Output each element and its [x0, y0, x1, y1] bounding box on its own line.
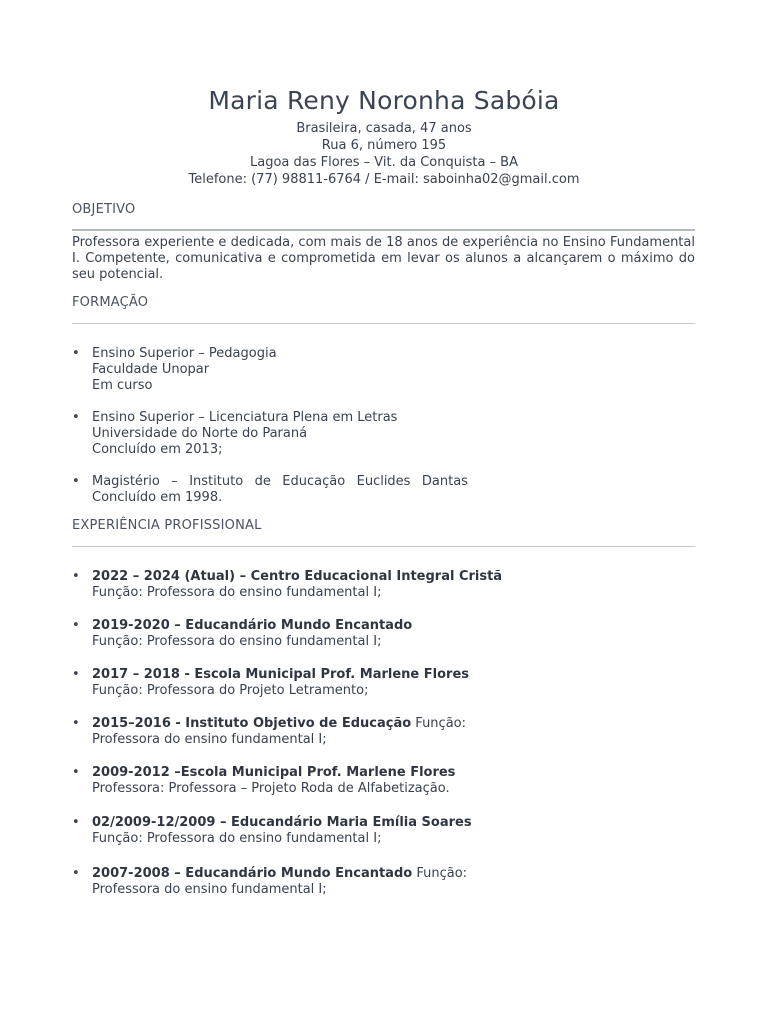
- section-divider: [72, 229, 695, 231]
- job-role-label: Função:: [412, 866, 468, 881]
- list-item: [72, 866, 632, 898]
- job-title: 2009-2012 –Escola Municipal Prof. Marlene Flores: [92, 765, 456, 780]
- job-role: Função: Professora do ensino fundamental I;: [92, 831, 382, 846]
- education-degree: Ensino Superior – Licenciatura Plena em Letras: [92, 410, 398, 425]
- bullet-icon: •: [72, 716, 80, 731]
- list-item: [72, 815, 632, 847]
- experience-heading: EXPERIÊNCIA PROFISSIONAL: [72, 518, 262, 533]
- city-address: Lagoa das Flores – Vit. da Conquista – BA: [250, 155, 518, 170]
- bullet-icon: •: [72, 410, 80, 425]
- section-divider: [72, 323, 695, 324]
- word: Magistério: [92, 474, 160, 489]
- bullet-icon: •: [72, 474, 80, 489]
- education-status: Concluído em 1998.: [92, 490, 223, 505]
- list-item: [72, 474, 632, 506]
- bullet-icon: •: [72, 765, 80, 780]
- word: Instituto: [189, 474, 244, 489]
- personal-info: Brasileira, casada, 47 anos: [296, 121, 472, 136]
- section-divider: [72, 546, 695, 547]
- job-role: Função: Professora do Projeto Letramento;: [92, 683, 369, 698]
- objective-text: Professora experiente e dedicada, com mais de 18 anos de experiência no Ensino Fundamental I. Competente, comunicativa e comprometida em levar os alunos a alcançarem o máximo do seu potencial.: [72, 235, 695, 282]
- education-degree: Ensino Superior – Pedagogia: [92, 346, 277, 361]
- bullet-icon: •: [72, 815, 80, 830]
- word: Euclides: [356, 474, 411, 489]
- education-institution: Faculdade Unopar: [92, 362, 210, 377]
- contact-phone-email: Telefone: (77) 98811-6764 / E-mail: saboinha02@gmail.com: [188, 172, 580, 187]
- list-item: [72, 618, 632, 650]
- street-address: Rua 6, número 195: [321, 138, 447, 153]
- list-item: [72, 765, 632, 797]
- bullet-icon: •: [72, 866, 80, 881]
- job-title: 02/2009-12/2009 – Educandário Maria Emília Soares: [92, 815, 472, 830]
- education-heading: FORMAÇÃO: [72, 295, 149, 310]
- job-role: Função: Professora do ensino fundamental I;: [92, 585, 382, 600]
- list-item: [72, 569, 632, 601]
- bullet-icon: •: [72, 346, 80, 361]
- bullet-icon: •: [72, 569, 80, 584]
- word: –: [171, 474, 178, 489]
- word: Educação: [282, 474, 346, 489]
- objective-heading: OBJETIVO: [72, 202, 136, 217]
- bullet-icon: •: [72, 618, 80, 633]
- list-item: [72, 346, 632, 394]
- education-status: Concluído em 2013;: [92, 442, 223, 457]
- education-institution: Universidade do Norte do Paraná: [92, 426, 308, 441]
- job-role: Professora do ensino fundamental I;: [92, 732, 327, 747]
- bullet-icon: •: [72, 667, 80, 682]
- job-title: 2022 – 2024 (Atual) – Centro Educacional Integral Cristã: [92, 569, 503, 584]
- list-item: [72, 410, 632, 458]
- job-title: 2019-2020 – Educandário Mundo Encantado: [92, 618, 413, 633]
- job-title: 2015–2016 - Instituto Objetivo de Educação: [92, 716, 412, 731]
- word: de: [254, 474, 271, 489]
- list-item: [72, 667, 632, 699]
- job-title: 2017 – 2018 - Escola Municipal Prof. Marlene Flores: [92, 667, 469, 682]
- job-role-label: Função:: [411, 716, 466, 731]
- list-item: [72, 716, 632, 748]
- education-status: Em curso: [92, 378, 153, 393]
- job-role: Função: Professora do ensino fundamental I;: [92, 634, 382, 649]
- job-role: Professora: Professora – Projeto Roda de Alfabetização.: [92, 781, 450, 796]
- education-degree: [92, 474, 468, 490]
- word: Dantas: [421, 474, 468, 489]
- job-role: Professora do ensino fundamental I;: [92, 882, 327, 897]
- candidate-name: Maria Reny Noronha Sabóia: [208, 86, 560, 115]
- job-title: 2007-2008 – Educandário Mundo Encantado: [92, 866, 413, 881]
